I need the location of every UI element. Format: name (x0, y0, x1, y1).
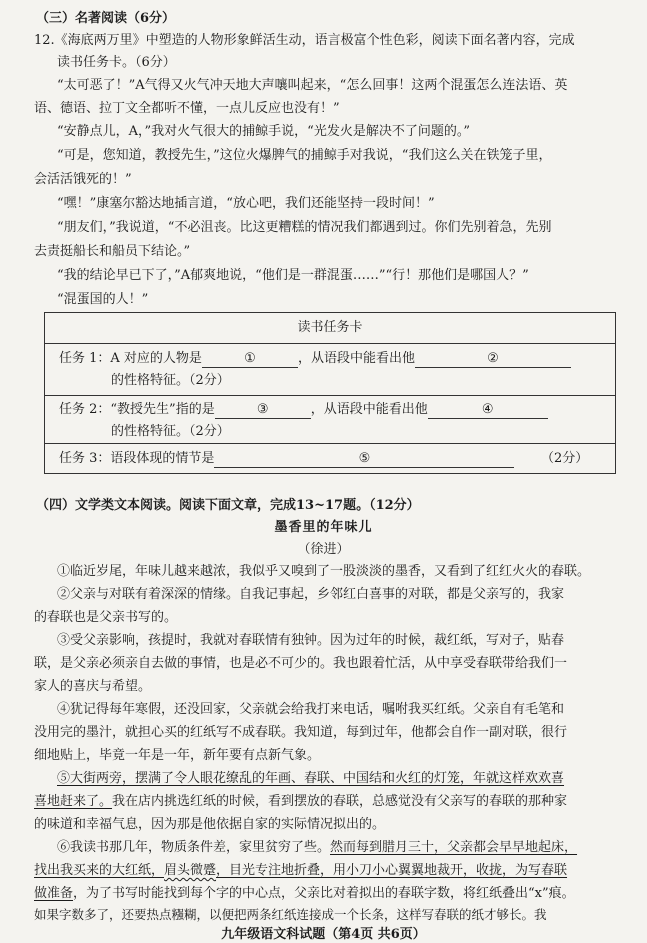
task1-line2: 的性格特征。（2分） (111, 373, 230, 388)
task2-answer-blank-2[interactable]: ④ (428, 401, 548, 419)
article-para6-line4: 如果字数多了，还要热点糨糊，以便把两条红纸连接成一个长条，这样写春联的纸才够长。我 (34, 907, 547, 922)
excerpt-p3-line2: 会活活饿死的！” (34, 172, 132, 187)
section4-heading: （四）文学类文本阅读。阅读下面文章，完成13~17题。（12分） (36, 498, 420, 513)
excerpt-p1-line1: “太可恶了！”A气得又火气冲天地大声嚷叫起来，“怎么回事！这两个混蛋怎么连法语、英 (57, 78, 568, 93)
q12-line2: 读书任务卡。（6分） (57, 55, 176, 70)
article-para2-line2: 的春联也是父亲书写的。 (34, 610, 178, 625)
para6-underlined-3: ，目光专注地折叠，用小刀小心翼翼地裁开，收拢，为写春联 (216, 863, 568, 878)
task2-line1 (59, 401, 548, 419)
article-para2-line1: ②父亲与对联有着深深的情缘。自我记事起，乡邻红白喜事的对联，都是父亲写的，我家 (57, 587, 565, 602)
task2-answer-blank-1[interactable]: ③ (215, 401, 311, 419)
article-para3-line3: 家人的喜庆与希望。 (34, 679, 152, 694)
task3-score: （2分） (541, 451, 589, 466)
para6-text: ，为了书写时能找到每个字的中心点，父亲比对着拟出的春联字数，将红纸叠出“x”痕。 (73, 886, 575, 901)
article-para5-line3: 的味道和幸福气息，因为那是他依据自家的实际情况拟出的。 (34, 817, 386, 832)
task3-line (59, 450, 514, 468)
task-card-title: 读书任务卡 (297, 320, 363, 335)
task2-prompt-2: ，从语段中能看出他 (310, 402, 428, 417)
excerpt-p5-line2: 去责挺船长和船员下结论。” (34, 244, 191, 259)
article-para4-line1: ④犹记得每年寒假，还没回家，父亲就会给我打来电话，嘱咐我买红纸。父亲自有毛笔和 (57, 702, 565, 717)
task1-row (45, 343, 615, 396)
task3-row (45, 443, 615, 474)
page-footer: 九年级语文科试题（第4页 共6页） (221, 927, 426, 942)
para5-underlined-sentence-2: 喜地赶来了。 (34, 794, 113, 809)
article-para6-line2 (34, 862, 567, 880)
article-para1: ①临近岁尾，年味儿越来越浓，我似乎又嗅到了一股淡淡的墨香，又看到了红红火火的春联。 (57, 564, 591, 579)
article-para3-line2: 联，是父亲必须亲自去做的事情，也是必不可少的。我也跟着忙活，从中享受春联带给我们一 (34, 656, 568, 671)
article-para4-line2: 没用完的墨汁，就担心买的红纸写不成春联。我知道，每到过年，他都会自作一副对联，很行 (34, 725, 568, 740)
excerpt-p6: “我的结论早已下了，”A郁爽地说，“他们是一群混蛋……”“行！那他们是哪国人？” (57, 268, 529, 283)
para5-underlined-sentence-1: ⑤大街两旁，摆满了令人眼花缭乱的年画、春联、中国结和火红的灯笼，年就这样欢欢喜 (57, 771, 565, 786)
article-title: 墨香里的年味儿 (274, 520, 373, 535)
task3-answer-blank[interactable]: ⑤ (214, 450, 514, 468)
excerpt-p1-line2: 语、德语、拉丁文全都听不懂，一点儿反应也没有！” (34, 101, 340, 116)
task2-line2: 的性格特征。（2分） (111, 424, 230, 439)
excerpt-p7: “混蛋国的人！” (57, 292, 149, 307)
task1-line1 (59, 350, 571, 368)
excerpt-p4: “嘿！”康塞尔豁达地插言道，“放心吧，我们还能坚持一段时间！” (57, 196, 435, 211)
para6-underlined-4: 做准备 (34, 886, 74, 901)
article-para5-line2 (34, 793, 567, 811)
article-para3-line1: ③受父亲影响，孩提时，我就对春联情有独钟。因为过年的时候，裁红纸，写对子，贴春 (57, 633, 565, 648)
q12-line1: 12.《海底两万里》中塑造的人物形象鲜活生动，语言极富个性色彩，阅读下面名著内容，完成 (34, 33, 575, 48)
task2-row (45, 395, 615, 444)
article-para5-line1 (57, 770, 564, 788)
task1-prompt-2: ，从语段中能看出他 (297, 351, 415, 366)
para6-text-start: ⑥我读书那几年，物质条件差，家里贫穷了些。 (57, 840, 331, 855)
article-author: （徐进） (297, 542, 350, 557)
task1-answer-blank-1[interactable]: ① (202, 350, 298, 368)
task2-prompt: 任务 2：“教授先生”指的是 (59, 402, 215, 417)
task3-prompt: 任务 3：语段体现的情节是 (59, 451, 215, 466)
reading-task-card (44, 312, 616, 474)
article-para6-line1 (57, 839, 577, 857)
para6-underlined-2: 找出我买来的大红纸， (34, 863, 165, 878)
para5-text: 我在店内挑选红纸的时候，看到摆放的春联，总感觉没有父亲写的春联的那种家 (112, 794, 568, 809)
para6-underlined-1: 然而每到腊月三十，父亲都会早早地起床， (330, 840, 578, 855)
task1-answer-blank-2[interactable]: ② (415, 350, 571, 368)
task1-prompt: 任务 1：A 对应的人物是 (59, 351, 202, 366)
excerpt-p5-line1: “朋友们，”我说道，“不必沮丧。比这更糟糕的情况我们都遇到过。你们先别着急，先别 (57, 220, 552, 235)
article-para4-line3: 细地贴上，毕竟一年是一年，新年要有点新气象。 (34, 748, 321, 763)
excerpt-p2: “安静点儿，A，”我对火气很大的捕鲸手说，“光发火是解决不了问题的。” (57, 124, 470, 139)
excerpt-p3-line1: “可是，您知道，教授先生，”这位火爆脾气的捕鲸手对我说，“我们这么关在铁笼子里， (57, 148, 552, 163)
section3-heading: （三）名著阅读（6分） (36, 11, 176, 26)
article-para6-line3 (34, 885, 575, 903)
para6-wavy-phrase: 眉头微蹙 (164, 863, 217, 878)
